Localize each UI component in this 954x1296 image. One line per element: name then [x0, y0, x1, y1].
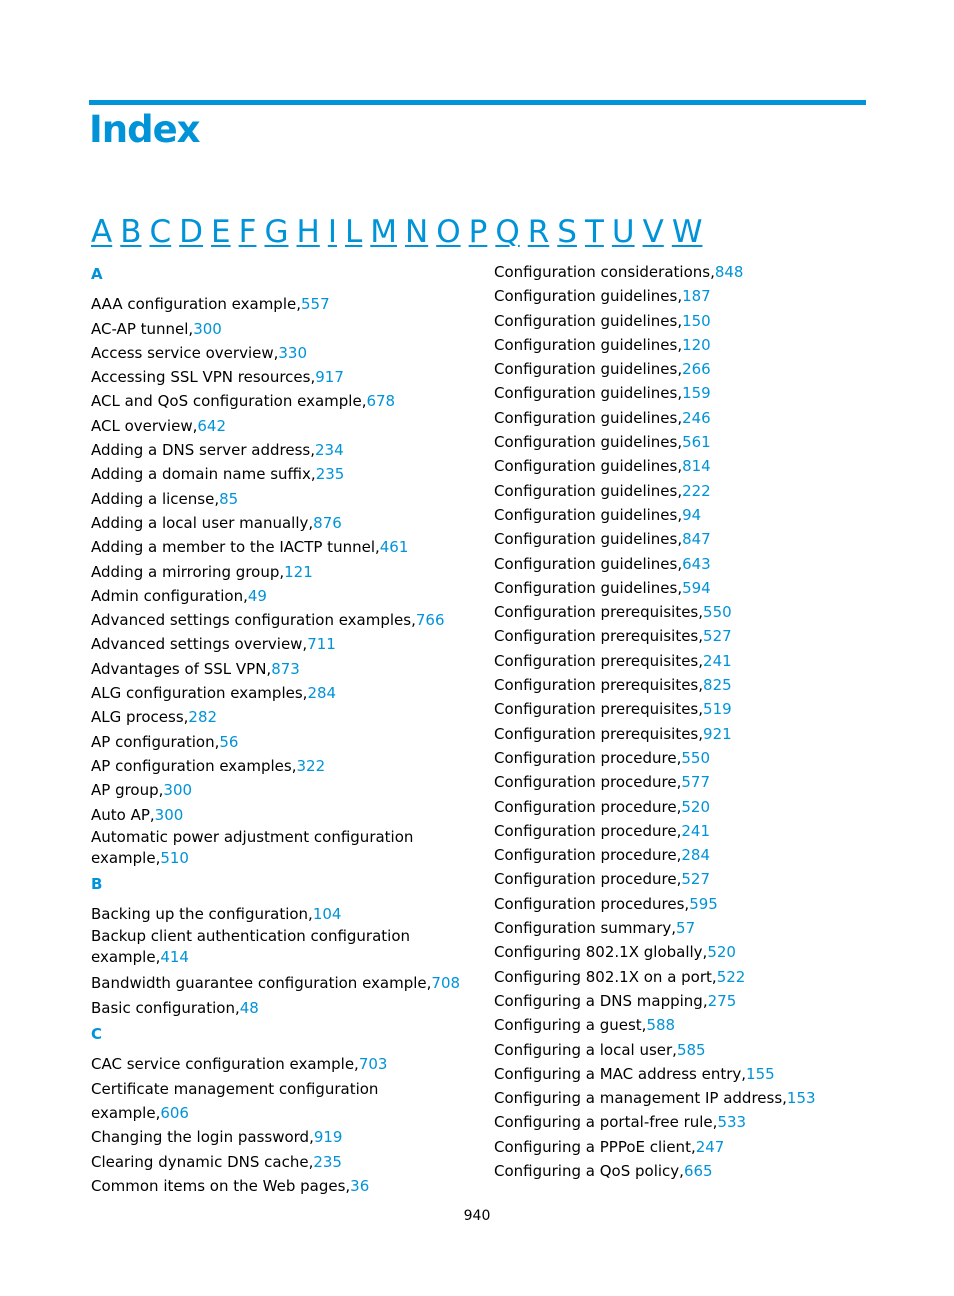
index-entry: [494, 916, 874, 940]
page-link[interactable]: 57: [676, 919, 696, 938]
page-link[interactable]: 550: [703, 603, 732, 622]
index-entry: [494, 284, 874, 308]
page-link[interactable]: 594: [682, 578, 711, 597]
index-entry: [91, 292, 466, 316]
entry-label: Configuration prerequisites,: [494, 651, 704, 670]
page-link[interactable]: 247: [695, 1137, 725, 1156]
page-link[interactable]: 527: [703, 627, 732, 646]
index-entry: [494, 1135, 874, 1159]
index-entry: [494, 722, 874, 746]
index-entry: [91, 996, 466, 1020]
letter-link-m[interactable]: M: [370, 214, 397, 250]
page-link[interactable]: 814: [682, 457, 711, 476]
entry-label: Configuration prerequisites,: [494, 724, 704, 743]
section-heading-b: B: [91, 874, 103, 893]
index-entry: [494, 527, 874, 551]
page-link[interactable]: 708: [431, 974, 461, 993]
page-link[interactable]: 414: [160, 948, 189, 967]
entry-label: Configuration prerequisites,: [494, 627, 704, 646]
page-link[interactable]: 520: [707, 943, 736, 962]
page-link[interactable]: 120: [682, 335, 711, 354]
title-rule: [89, 100, 866, 105]
entry-label: Configuration procedure,: [494, 773, 682, 792]
entry-label: Configuration guidelines,: [494, 457, 683, 476]
index-entry: [494, 406, 874, 430]
entry-label: Configuration prerequisites,: [494, 676, 704, 695]
letter-link-e[interactable]: E: [211, 214, 231, 250]
entry-label: Configuration guidelines,: [494, 505, 683, 524]
letter-link-i[interactable]: I: [327, 214, 337, 250]
entry-label: Configuring a portal-free rule,: [494, 1113, 718, 1132]
letter-link-t[interactable]: T: [584, 214, 604, 250]
index-entry: [91, 511, 466, 535]
index-entry: [91, 1174, 466, 1198]
entry-label: Configuring 802.1X on a port,: [494, 967, 717, 986]
letter-link-r[interactable]: R: [527, 214, 550, 250]
page-link[interactable]: 246: [682, 408, 711, 427]
entry-label: Configuration procedure,: [494, 846, 682, 865]
letter-link-f[interactable]: F: [238, 214, 257, 250]
page-link[interactable]: 461: [379, 538, 409, 557]
index-entry: [91, 1052, 466, 1076]
entry-label: ALG configuration examples,: [91, 684, 308, 703]
entry-label: Configuration procedures,: [494, 894, 690, 913]
entry-label: Configuration procedure,: [494, 821, 682, 840]
entry-label: Bandwidth guarantee configuration example,: [91, 974, 432, 993]
index-entry: [494, 1038, 874, 1062]
entry-label: Advanced settings configuration examples,: [91, 611, 416, 630]
entry-label: Configuration guidelines,: [494, 335, 683, 354]
entry-label: Configuration guidelines,: [494, 287, 683, 306]
page-link[interactable]: 847: [682, 530, 711, 549]
entry-label: Automatic power adjustment configuration example,: [91, 827, 414, 867]
entry-label: Configuring 802.1X globally,: [494, 943, 708, 962]
page-link[interactable]: 533: [717, 1113, 747, 1132]
index-column-left: [91, 260, 466, 1198]
index-entry: [91, 778, 466, 802]
index-entry: [91, 1125, 466, 1149]
page-title: Index: [89, 108, 200, 151]
index-entry: [91, 730, 466, 754]
letter-index-nav: [91, 214, 710, 254]
page-link[interactable]: 266: [682, 360, 711, 379]
entry-label: Certificate management configuration example,: [91, 1079, 379, 1122]
index-entry: [91, 971, 466, 995]
index-entry: [91, 560, 466, 584]
index-entry: [91, 754, 466, 778]
index-entry: [494, 649, 874, 673]
entry-label: Common items on the Web pages,: [91, 1176, 351, 1195]
index-entry: [91, 1077, 466, 1126]
index-entry: [494, 819, 874, 843]
letter-link-u[interactable]: U: [611, 214, 635, 250]
entry-label: ALG process,: [91, 708, 189, 727]
page-link[interactable]: 284: [681, 846, 711, 865]
page-link[interactable]: 104: [312, 905, 342, 924]
index-entry: [91, 462, 466, 486]
index-entry: [494, 381, 874, 405]
entry-label: Configuration guidelines,: [494, 311, 683, 330]
entry-label: ACL overview,: [91, 416, 198, 435]
entry-label: Advanced settings overview,: [91, 635, 308, 654]
page-link[interactable]: 917: [315, 368, 344, 387]
entry-label: Adding a mirroring group,: [91, 562, 285, 581]
page-link[interactable]: 919: [313, 1128, 343, 1147]
page-link[interactable]: 234: [314, 441, 344, 460]
page-link[interactable]: 85: [219, 489, 239, 508]
index-entry: [91, 365, 466, 389]
letter-link-h[interactable]: H: [296, 214, 320, 250]
section-heading-c: C: [91, 1025, 103, 1044]
index-entry: [91, 389, 466, 413]
entry-label: Configuration prerequisites,: [494, 603, 704, 622]
entry-label: Configuring a MAC address entry,: [494, 1064, 747, 1083]
index-entry: [91, 341, 466, 365]
page-link[interactable]: 873: [271, 659, 300, 678]
index-entry: [494, 940, 874, 964]
index-entry: [494, 333, 874, 357]
index-entry: [91, 584, 466, 608]
entry-label: Configuration guidelines,: [494, 554, 683, 573]
page-link[interactable]: 766: [415, 611, 445, 630]
entry-label: AP configuration examples,: [91, 756, 297, 775]
entry-label: Admin configuration,: [91, 586, 248, 605]
page-link[interactable]: 711: [307, 635, 336, 654]
letter-link-d[interactable]: D: [179, 214, 204, 250]
page-link[interactable]: 876: [313, 513, 342, 532]
index-entry: [494, 600, 874, 624]
page-link[interactable]: 577: [681, 773, 711, 792]
page-link[interactable]: 510: [160, 848, 189, 867]
entry-label: Accessing SSL VPN resources,: [91, 368, 316, 387]
index-entry: [494, 576, 874, 600]
page-link[interactable]: 557: [301, 295, 330, 314]
index-entry: [91, 317, 466, 341]
index-entry: [494, 1110, 874, 1134]
page-link[interactable]: 606: [160, 1103, 189, 1122]
page-link[interactable]: 94: [682, 505, 702, 524]
entry-label: AP group,: [91, 781, 164, 800]
letter-link-s[interactable]: S: [557, 214, 577, 250]
entry-label: Configuration guidelines,: [494, 578, 683, 597]
letter-link-c[interactable]: C: [149, 214, 172, 250]
index-entry: [494, 454, 874, 478]
index-entry: [91, 1150, 466, 1174]
index-entry: [494, 746, 874, 770]
index-entry: [91, 608, 466, 632]
index-entry: [494, 989, 874, 1013]
page-link[interactable]: 585: [676, 1040, 706, 1059]
entry-label: Access service overview,: [91, 343, 279, 362]
letter-link-o[interactable]: O: [436, 214, 461, 250]
entry-label: Backup client authentication configuration example,: [91, 927, 411, 967]
index-entry: [494, 309, 874, 333]
page-link[interactable]: 519: [703, 700, 732, 719]
page-link[interactable]: 921: [703, 724, 732, 743]
page-link[interactable]: 522: [716, 967, 746, 986]
entry-label: AC-AP tunnel,: [91, 319, 194, 338]
entry-label: Configuration guidelines,: [494, 530, 683, 549]
letter-link-l[interactable]: L: [344, 214, 363, 250]
page-link[interactable]: 187: [682, 287, 711, 306]
index-entry: [494, 260, 874, 284]
index-entry: [91, 926, 466, 968]
page-link[interactable]: 678: [366, 392, 396, 411]
index-entry: [91, 681, 466, 705]
entry-label: CAC service configuration example,: [91, 1055, 359, 1074]
entry-label: Configuration guidelines,: [494, 360, 683, 379]
page-link[interactable]: 561: [682, 433, 711, 452]
letter-link-v[interactable]: V: [642, 214, 664, 250]
page-link[interactable]: 322: [296, 756, 326, 775]
page-link[interactable]: 48: [239, 998, 259, 1017]
index-entry: [494, 1086, 874, 1110]
page-link[interactable]: 643: [682, 554, 711, 573]
page-link[interactable]: 235: [313, 1152, 342, 1171]
entry-label: Advantages of SSL VPN,: [91, 659, 272, 678]
page-link[interactable]: 527: [681, 870, 711, 889]
entry-label: Configuration guidelines,: [494, 433, 683, 452]
page-link[interactable]: 520: [681, 797, 711, 816]
entry-label: Configuration procedure,: [494, 797, 682, 816]
entry-label: Configuring a local user,: [494, 1040, 677, 1059]
page-link[interactable]: 150: [682, 311, 711, 330]
index-entry: [494, 1062, 874, 1086]
entry-label: Adding a local user manually,: [91, 513, 314, 532]
index-entry: [494, 697, 874, 721]
page-link[interactable]: 588: [646, 1016, 676, 1035]
page-link[interactable]: 300: [193, 319, 222, 338]
index-entry: [91, 827, 466, 869]
entry-label: Configuration guidelines,: [494, 408, 683, 427]
page-link[interactable]: 56: [219, 732, 239, 751]
page-link[interactable]: 642: [197, 416, 226, 435]
entry-label: Configuration procedure,: [494, 870, 682, 889]
entry-label: Basic configuration,: [91, 998, 240, 1017]
entry-label: Backing up the configuration,: [91, 905, 313, 924]
page-link[interactable]: 155: [746, 1064, 775, 1083]
index-entry: [494, 867, 874, 891]
entry-label: Configuration procedure,: [494, 748, 682, 767]
entry-label: ACL and QoS configuration example,: [91, 392, 367, 411]
entry-label: Configuration summary,: [494, 919, 677, 938]
entry-label: Configuring a guest,: [494, 1016, 647, 1035]
letter-link-a[interactable]: A: [91, 214, 113, 250]
index-entry: [91, 438, 466, 462]
page-link[interactable]: 121: [284, 562, 313, 581]
entry-label: Changing the login password,: [91, 1128, 314, 1147]
entry-label: Configuration guidelines,: [494, 384, 683, 403]
letter-link-n[interactable]: N: [405, 214, 429, 250]
page-link[interactable]: 330: [278, 343, 308, 362]
entry-label: Configuration prerequisites,: [494, 700, 704, 719]
index-entry: [494, 673, 874, 697]
entry-label: Clearing dynamic DNS cache,: [91, 1152, 314, 1171]
page-link[interactable]: 235: [315, 465, 345, 484]
page-link[interactable]: 848: [714, 263, 744, 281]
index-entry: [91, 632, 466, 656]
index-entry: [494, 552, 874, 576]
letter-link-g[interactable]: G: [264, 214, 289, 250]
entry-label: Adding a DNS server address,: [91, 441, 315, 460]
page-link[interactable]: 825: [703, 676, 732, 695]
entry-label: Adding a license,: [91, 489, 220, 508]
index-entry: [494, 1013, 874, 1037]
letter-link-q[interactable]: Q: [495, 214, 520, 250]
page-link[interactable]: 282: [188, 708, 218, 727]
entry-label: Configuring a QoS policy,: [494, 1161, 684, 1180]
letter-link-b[interactable]: B: [120, 214, 142, 250]
index-entry: [494, 892, 874, 916]
index-entry: [91, 487, 466, 511]
page-link[interactable]: 665: [683, 1161, 713, 1180]
entry-label: AP configuration,: [91, 732, 220, 751]
entry-label: Configuring a management IP address,: [494, 1089, 787, 1108]
index-entry: [494, 1159, 874, 1183]
page-link[interactable]: 159: [682, 384, 711, 403]
index-entry: [494, 965, 874, 989]
page-link[interactable]: 49: [247, 586, 267, 605]
letter-link-w[interactable]: W: [671, 214, 703, 250]
page-link[interactable]: 241: [703, 651, 732, 670]
index-entry: [494, 503, 874, 527]
letter-link-p[interactable]: P: [468, 214, 488, 250]
entry-label: Configuration considerations,: [494, 263, 715, 281]
entry-label: AAA configuration example,: [91, 295, 301, 314]
index-entry: [494, 843, 874, 867]
index-column-right: [494, 260, 874, 1183]
page-link[interactable]: 153: [786, 1089, 816, 1108]
entry-label: Configuration guidelines,: [494, 481, 683, 500]
entry-label: Adding a domain name suffix,: [91, 465, 316, 484]
page-link[interactable]: 595: [689, 894, 718, 913]
index-entry: [91, 705, 466, 729]
page-number: 940: [463, 1208, 491, 1224]
page-link[interactable]: 222: [682, 481, 711, 500]
index-entry: [91, 414, 466, 438]
entry-label: Configuring a DNS mapping,: [494, 991, 708, 1010]
index-entry: [494, 770, 874, 794]
page-link[interactable]: 550: [681, 748, 711, 767]
entry-label: Auto AP,: [91, 805, 155, 824]
page-link[interactable]: 284: [307, 684, 337, 703]
index-entry: [91, 902, 466, 926]
entry-label: Adding a member to the IACTP tunnel,: [91, 538, 380, 557]
index-entry: [494, 357, 874, 381]
page-link[interactable]: 241: [681, 821, 711, 840]
page-link[interactable]: 300: [154, 805, 184, 824]
page-link[interactable]: 275: [707, 991, 737, 1010]
index-entry: [91, 657, 466, 681]
index-entry: [91, 803, 466, 827]
page-link[interactable]: 36: [350, 1176, 370, 1195]
index-entry: [494, 795, 874, 819]
index-entry: [91, 535, 466, 559]
index-entry: [494, 430, 874, 454]
index-entry: [494, 479, 874, 503]
page-link[interactable]: 300: [163, 781, 193, 800]
page-link[interactable]: 703: [358, 1055, 388, 1074]
index-entry: [494, 624, 874, 648]
section-heading-a: A: [91, 265, 103, 283]
entry-label: Configuring a PPPoE client,: [494, 1137, 696, 1156]
